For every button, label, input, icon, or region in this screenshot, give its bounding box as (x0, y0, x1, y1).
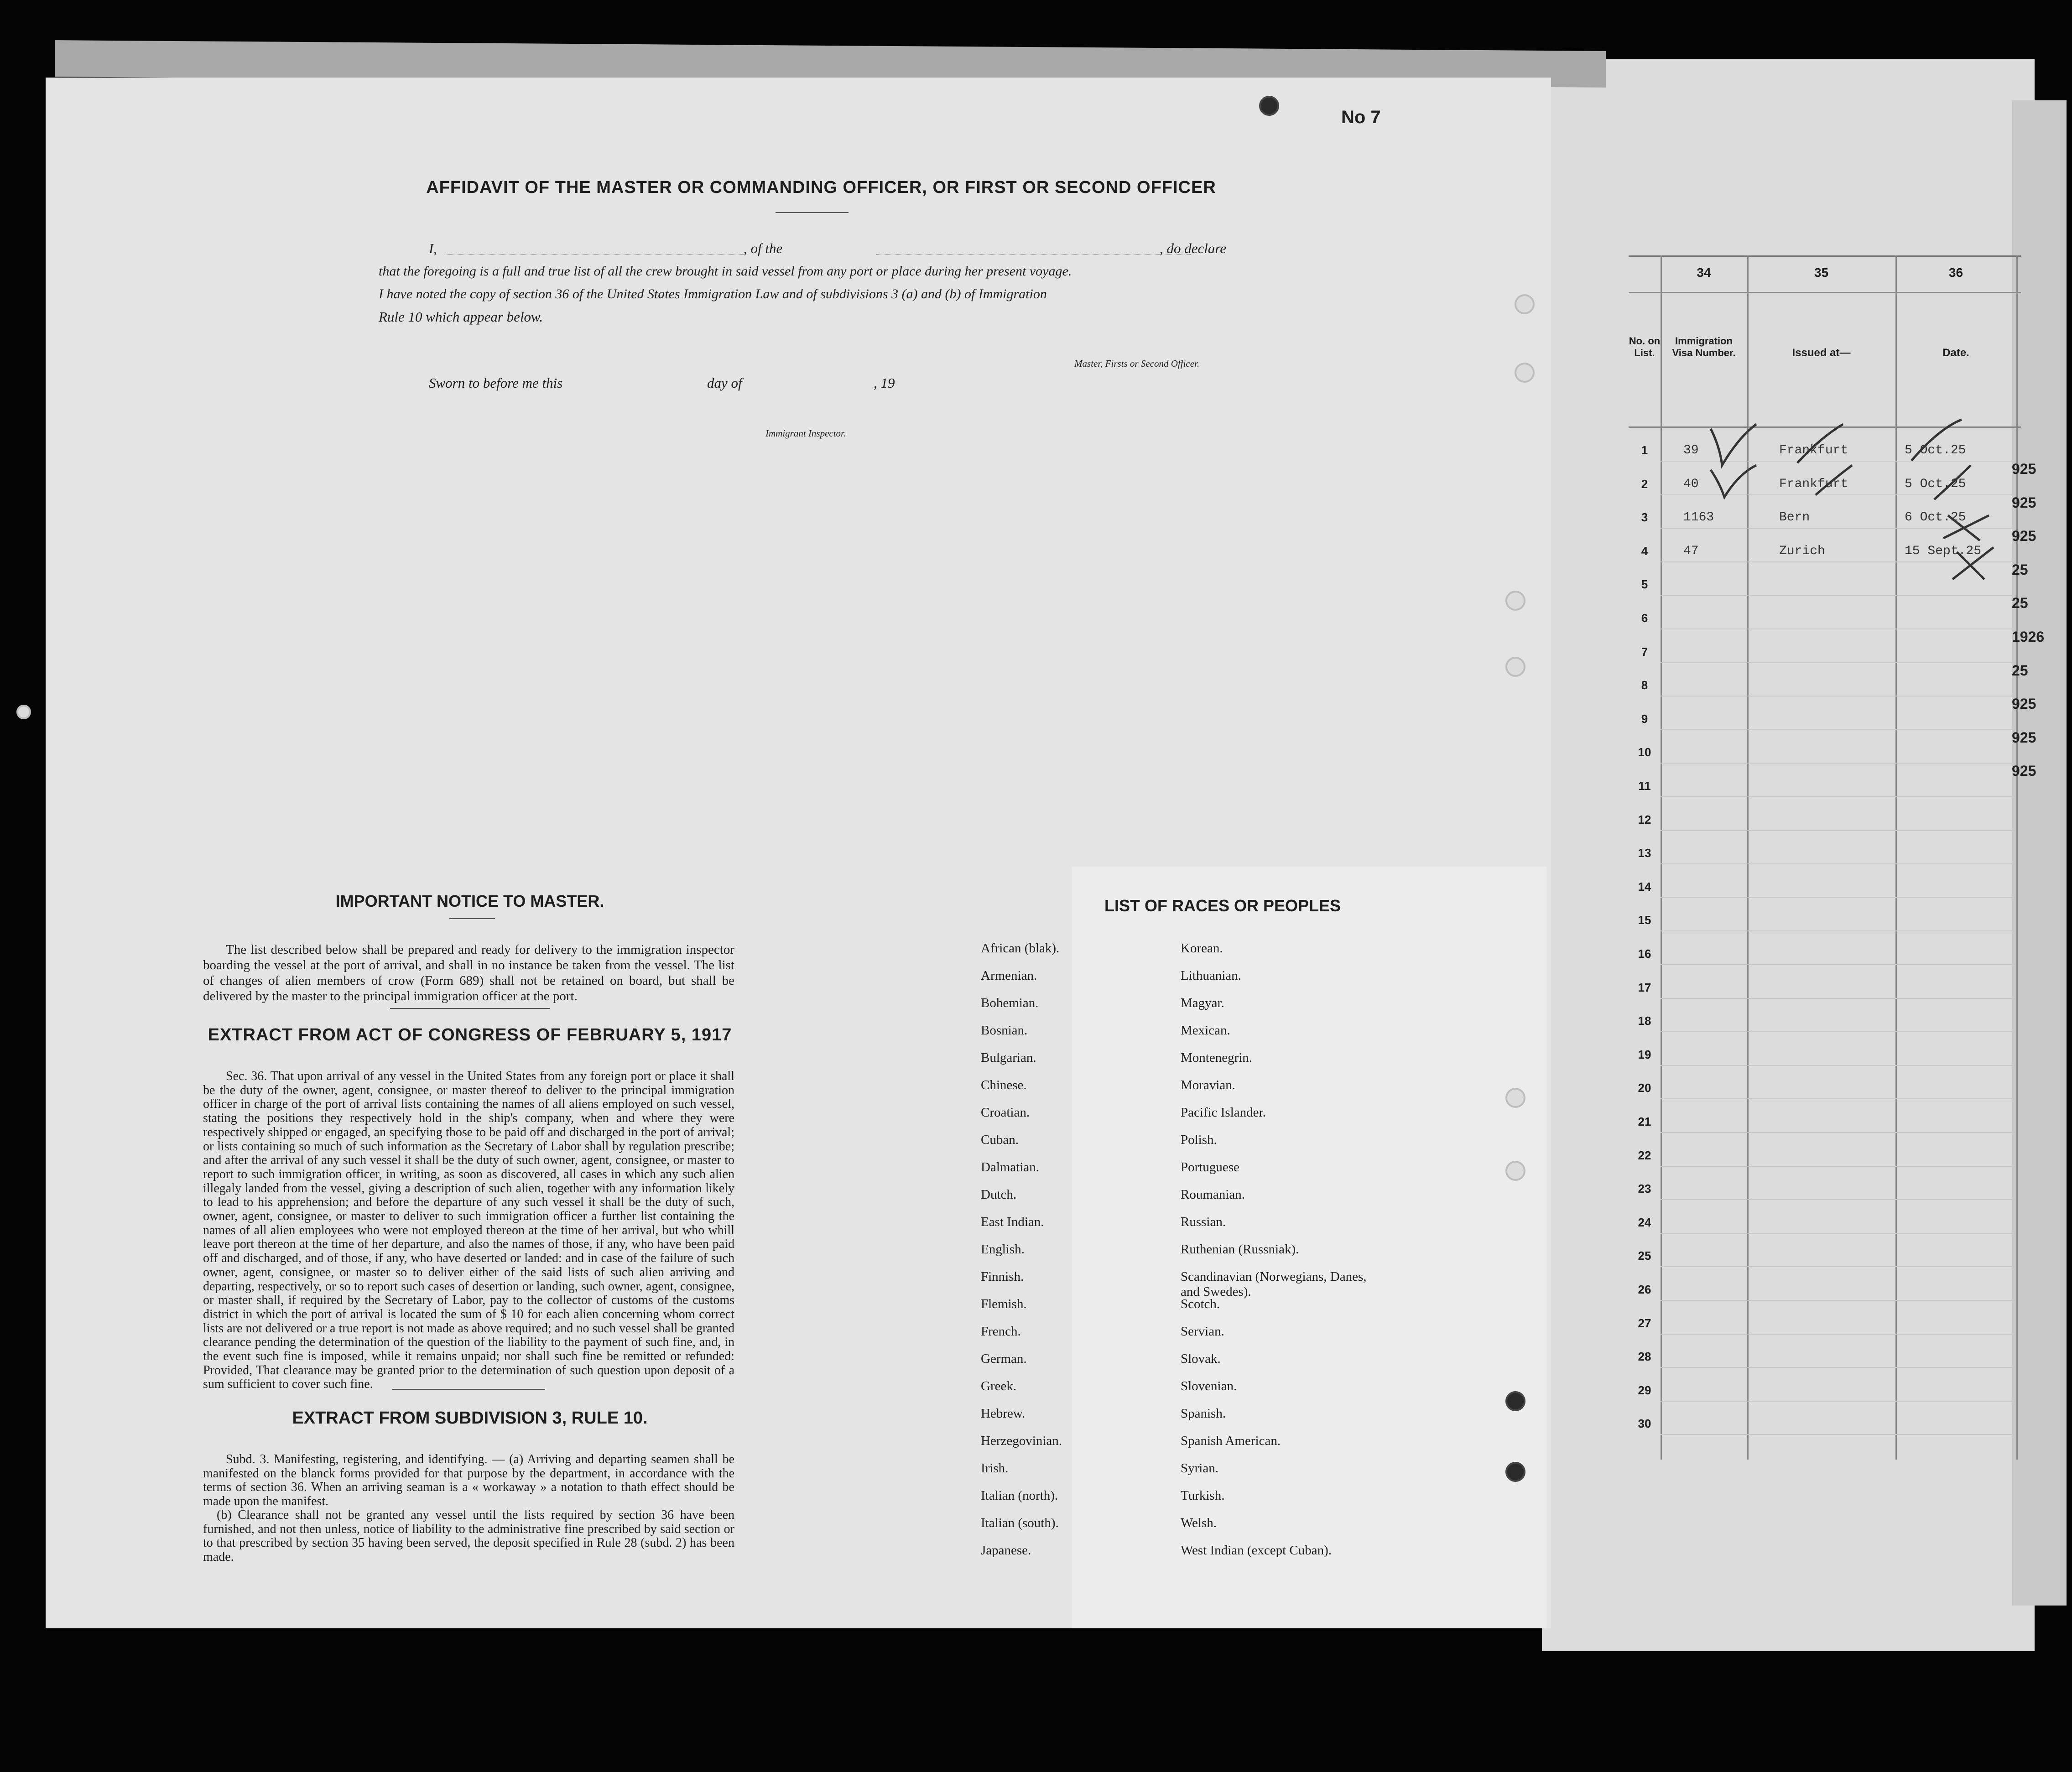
row-number: 22 (1638, 1148, 1651, 1162)
extract-rule-title: EXTRACT FROM SUBDIVISION 3, RULE 10. (292, 1408, 648, 1428)
check-mark (1952, 547, 1994, 579)
punch-hole (1505, 1161, 1525, 1181)
row-rule (1661, 930, 2016, 931)
race-item: French. (981, 1324, 1021, 1339)
divider (390, 1008, 550, 1009)
cell-date: 5 Oct.25 (1905, 443, 1966, 457)
row-number: 29 (1638, 1383, 1651, 1397)
check-mark (1816, 465, 1852, 495)
cell-visa: 1163 (1683, 510, 1714, 525)
row-number: 12 (1638, 812, 1651, 826)
check-mark (1711, 424, 1756, 465)
row-number: 4 (1641, 544, 1648, 558)
row-number: 7 (1641, 644, 1648, 659)
row-number: 15 (1638, 913, 1651, 927)
check-mark (1943, 515, 1989, 540)
row-number: 9 (1641, 712, 1648, 726)
edge-fragment: 25 (2012, 662, 2028, 679)
race-item: Irish. (981, 1461, 1009, 1476)
race-item: Ruthenian (Russniak). (1181, 1242, 1299, 1257)
edge-fragment: 925 (2012, 528, 2036, 545)
cell-visa: 39 (1683, 443, 1699, 457)
race-item: West Indian (except Cuban). (1181, 1543, 1332, 1558)
affidavit-line3: I have noted the copy of section 36 of the United States Immigration Law and of subdivisions 3 (a) and (b) of Immigration (379, 286, 1047, 301)
race-item: Italian (south). (981, 1516, 1059, 1530)
race-item: Moravian. (1181, 1078, 1235, 1092)
row-number: 17 (1638, 980, 1651, 994)
race-item: English. (981, 1242, 1025, 1257)
race-item: Armenian. (981, 968, 1037, 983)
col-number: 36 (1948, 265, 1963, 280)
row-rule (1661, 897, 2016, 898)
check-mark (1911, 420, 1962, 461)
row-rule (1661, 1434, 2016, 1435)
edge-fragment: 25 (2012, 595, 2028, 612)
race-item: Scandinavian (Norwegians, Danes, and Swedes). (1181, 1269, 1367, 1299)
edge-fragment: 925 (2012, 696, 2036, 712)
cell-issued: Bern (1779, 510, 1810, 525)
race-item: East Indian. (981, 1215, 1044, 1229)
race-item: Flemish. (981, 1297, 1027, 1311)
cell-visa: 40 (1683, 477, 1699, 491)
row-rule (1661, 830, 2016, 831)
race-item: Turkish. (1181, 1488, 1225, 1503)
check-mark (1934, 465, 1971, 499)
header-date: Date. (1942, 347, 1969, 359)
race-item: Montenegrin. (1181, 1050, 1253, 1065)
row-number: 10 (1638, 745, 1651, 759)
extract-act-body: Sec. 36. That upon arrival of any vessel in the United States from any foreign port or place it shall be the duty of the owner, agent, consignee, or master thereof to deliver to the principal immigration officer in charge of the port of arrival lists containing the names of all aliens employed on such vessel, stating the positions they respectively hold in the ship's company, when and where they were respectively shipped or engaged, an specifying those to be paid off and discharged in the port of arrival; or lists containing so much of such information as the Secretary of Labor shall by regulation prescribe; and after the arrival of any such vessel it shall be the duty of such owner, agent, consignee, or master to report to such immigration officer, in writing, as soon as discovered, all cases in which any such alien illegaly landed from the vessel, giving a description of such alien, together with any information likely to lead to his apprehension; and before the departure of any such vessel it shall be the duty of such, owner, agent, consignee, or master to deliver to such immigration officer a further list containing the names of all alien employees who were not employed thereon at the time of her arrival, but who whill leave port thereon at the time of her departure, and also the names of those, if any, who have been paid off and discharged, and of those, if any, who have deserted or landed: and in case of the failure of such owner, agent, consignee, or master so to deliver either of the said lists of such alien arriving and departing, respectively, or so to report such cases of desertion or landing, such owner, agent, consignee, or master shall, if required by the Secretary of Labor, pay to the collector of customs of the customs district in which the port of arrival is located the sum of $ 10 for each alien concerning whom correct lists are not delivered or a true report is not made as above required; and no such vessel shall be granted clearance pending the determination of the question of the liability to the payment of such fine, and, in the event such fine is imposed, while it remains unpaid; nor shall such fine be remitted or refunded: Provided, That clearance may be granted prior to the determination of such question upon deposit of a sum sufficient to cover such fine. (203, 1069, 734, 1392)
row-rule (1661, 863, 2016, 864)
race-item: Slovak. (1181, 1351, 1221, 1366)
row-rule (1661, 1233, 2016, 1234)
notice-body: The list described below shall be prepared and ready for delivery to the immigration inspector boarding the vessel at the port of arrival, and shall in no instance be taken from the vessel. The list of changes of alien members of crow (Form 689) shall not be retained on board, but shall be delivered by the master to the principal immigration officer at the port. (203, 942, 734, 1003)
race-item: Slovenian. (1181, 1379, 1237, 1393)
row-rule (1661, 662, 2016, 663)
races-column-2 (1181, 941, 1372, 1570)
edge-fragment: 925 (2012, 763, 2036, 779)
race-item: Mexican. (1181, 1023, 1230, 1038)
col-number: 35 (1814, 265, 1829, 280)
row-rule (1661, 1300, 2016, 1301)
race-item: Pacific Islander. (1181, 1105, 1266, 1120)
row-number: 6 (1641, 611, 1648, 625)
row-rule (1661, 1199, 2016, 1200)
inspector-caption: Immigrant Inspector. (765, 428, 846, 439)
row-rule (1661, 1098, 2016, 1099)
race-item: Dalmatian. (981, 1160, 1040, 1174)
row-rule (1661, 729, 2016, 730)
race-item: Polish. (1181, 1133, 1217, 1147)
punch-hole (16, 705, 31, 719)
race-item: Spanish American. (1181, 1434, 1281, 1448)
cell-date: 15 Sept.25 (1905, 544, 1982, 558)
race-item: Spanish. (1181, 1406, 1226, 1421)
header-no: No. on List. (1629, 335, 1661, 359)
extract-act-title: EXTRACT FROM ACT OF CONGRESS OF FEBRUARY 5, 1917 (208, 1025, 732, 1044)
affidavit-text (379, 237, 1236, 328)
extract-rule-a: Subd. 3. Manifesting, registering, and identifying. — (a) Arriving and departing seamen shall be manifested on the blanck forms provided for that purpose by the department, in accordance with the terms of section 36. When an arriving seaman is a « workaway » a notation to thath effect should be made upon the manifest. (203, 1452, 734, 1508)
race-item: Roumanian. (1181, 1187, 1245, 1202)
row-number: 28 (1638, 1350, 1651, 1364)
row-number: 11 (1638, 779, 1651, 793)
row-number: 18 (1638, 1014, 1651, 1028)
row-rule (1661, 1065, 2016, 1066)
row-number: 24 (1638, 1215, 1651, 1229)
punch-hole (1515, 294, 1535, 314)
row-number: 30 (1638, 1417, 1651, 1431)
edge-fragment: 25 (2012, 561, 2028, 578)
race-item: Bohemian. (981, 996, 1039, 1010)
sworn-label: Sworn to before me this (429, 375, 563, 391)
race-item: Greek. (981, 1379, 1017, 1393)
row-rule (1661, 796, 2016, 797)
affidavit-title: AFFIDAVIT OF THE MASTER OR COMMANDING OFFICER, OR FIRST OR SECOND OFFICER (426, 178, 1216, 197)
affidavit-line4: Rule 10 which appear below. (379, 309, 543, 325)
race-item: Herzegovinian. (981, 1434, 1062, 1448)
row-rule (1661, 1132, 2016, 1133)
divider (392, 1389, 545, 1390)
punch-hole (1259, 96, 1279, 116)
row-number: 25 (1638, 1249, 1651, 1263)
page-number: No 7 (1341, 107, 1381, 127)
row-number: 5 (1641, 577, 1648, 592)
races-column-1 (981, 941, 1172, 1570)
row-rule (1661, 1166, 2016, 1167)
race-item: Servian. (1181, 1324, 1224, 1339)
edge-fragment: 925 (2012, 461, 2036, 477)
col-number: 34 (1697, 265, 1711, 280)
row-number: 14 (1638, 879, 1651, 894)
race-item: Chinese. (981, 1078, 1027, 1092)
edge-fragment: 925 (2012, 729, 2036, 746)
edge-fragment: 1926 (2012, 629, 2045, 645)
cell-issued: Frankfurt (1779, 443, 1848, 457)
cell-visa: 47 (1683, 544, 1699, 558)
divider (449, 918, 495, 919)
race-item: Dutch. (981, 1187, 1017, 1202)
affidavit-line1-start: I, (429, 240, 437, 256)
race-item: Hebrew. (981, 1406, 1026, 1421)
race-item: African (blak). (981, 941, 1060, 956)
race-item: Cuban. (981, 1133, 1019, 1147)
race-item: Italian (north). (981, 1488, 1058, 1503)
cell-date: 6 Oct.25 (1905, 510, 1966, 525)
row-number: 3 (1641, 510, 1648, 525)
divider (776, 212, 849, 213)
race-item: Lithuanian. (1181, 968, 1241, 983)
race-item: Croatian. (981, 1105, 1030, 1120)
affidavit-line1-mid: , of the (744, 240, 783, 256)
race-item: Portuguese (1181, 1160, 1239, 1174)
extract-rule-b: (b) Clearance shall not be granted any vessel until the lists required by section 36 have been furnished, and not then unless, notice of liability to the administrative fine prescribed by said section or to that prescribed by section 35 having been served, the deposit specified in Rule 28 (subd. 2) has been made. (203, 1508, 734, 1564)
check-mark (1711, 465, 1756, 497)
race-item: Scotch. (1181, 1297, 1220, 1311)
affidavit-line1-end: , do declare (1160, 240, 1227, 256)
edge-fragment: 925 (2012, 494, 2036, 511)
row-rule (1661, 1401, 2016, 1402)
cell-date: 5 Oct.25 (1905, 477, 1966, 491)
handwritten-marks (1642, 411, 2035, 593)
row-number: 2 (1641, 477, 1648, 491)
row-number: 1 (1641, 443, 1648, 457)
row-number: 20 (1638, 1081, 1651, 1095)
punch-hole (1505, 1462, 1525, 1482)
row-rule (1661, 1266, 2016, 1267)
year-label: , 19 (874, 375, 895, 391)
race-item: Bulgarian. (981, 1050, 1036, 1065)
row-rule (1661, 1367, 2016, 1368)
row-number: 8 (1641, 678, 1648, 692)
punch-hole (1505, 1391, 1525, 1411)
races-title: LIST OF RACES OR PEOPLES (1104, 896, 1341, 915)
punch-hole (1505, 591, 1525, 611)
punch-hole (1505, 657, 1525, 677)
row-rule (1661, 595, 2016, 596)
race-item: Syrian. (1181, 1461, 1218, 1476)
race-item: Welsh. (1181, 1516, 1217, 1530)
race-item: Korean. (1181, 941, 1223, 956)
day-of-label: day of (707, 375, 742, 391)
row-rule (1661, 1334, 2016, 1335)
row-rule (1661, 964, 2016, 965)
race-item: German. (981, 1351, 1027, 1366)
cell-issued: Zurich (1779, 544, 1825, 558)
race-item: Japanese. (981, 1543, 1031, 1558)
check-mark (1797, 424, 1843, 463)
officer-caption: Master, Firsts or Second Officer. (1074, 358, 1200, 369)
race-item: Magyar. (1181, 996, 1224, 1010)
race-item: Finnish. (981, 1269, 1024, 1284)
row-rule (1661, 1031, 2016, 1032)
race-item: Bosnian. (981, 1023, 1028, 1038)
punch-hole (1505, 1088, 1525, 1108)
row-number: 19 (1638, 1047, 1651, 1061)
row-number: 13 (1638, 846, 1651, 860)
affidavit-line2: that the foregoing is a full and true list of all the crew brought in said vessel from any port or place during her present voyage. (379, 264, 1072, 279)
race-item: Russian. (1181, 1215, 1226, 1229)
row-number: 23 (1638, 1182, 1651, 1196)
header-visa: Immigration Visa Number. (1672, 335, 1736, 359)
row-number: 26 (1638, 1283, 1651, 1296)
row-rule (1661, 998, 2016, 999)
row-number: 21 (1638, 1115, 1651, 1128)
row-number: 16 (1638, 947, 1651, 961)
row-rule (1661, 763, 2016, 764)
extract-rule-body (203, 1453, 734, 1564)
punch-hole (1515, 363, 1535, 383)
cell-issued: Frankfurt (1779, 477, 1848, 491)
header-issued: Issued at— (1792, 347, 1851, 359)
sworn-text (429, 375, 931, 391)
row-number: 27 (1638, 1316, 1651, 1330)
notice-title: IMPORTANT NOTICE TO MASTER. (335, 892, 604, 910)
